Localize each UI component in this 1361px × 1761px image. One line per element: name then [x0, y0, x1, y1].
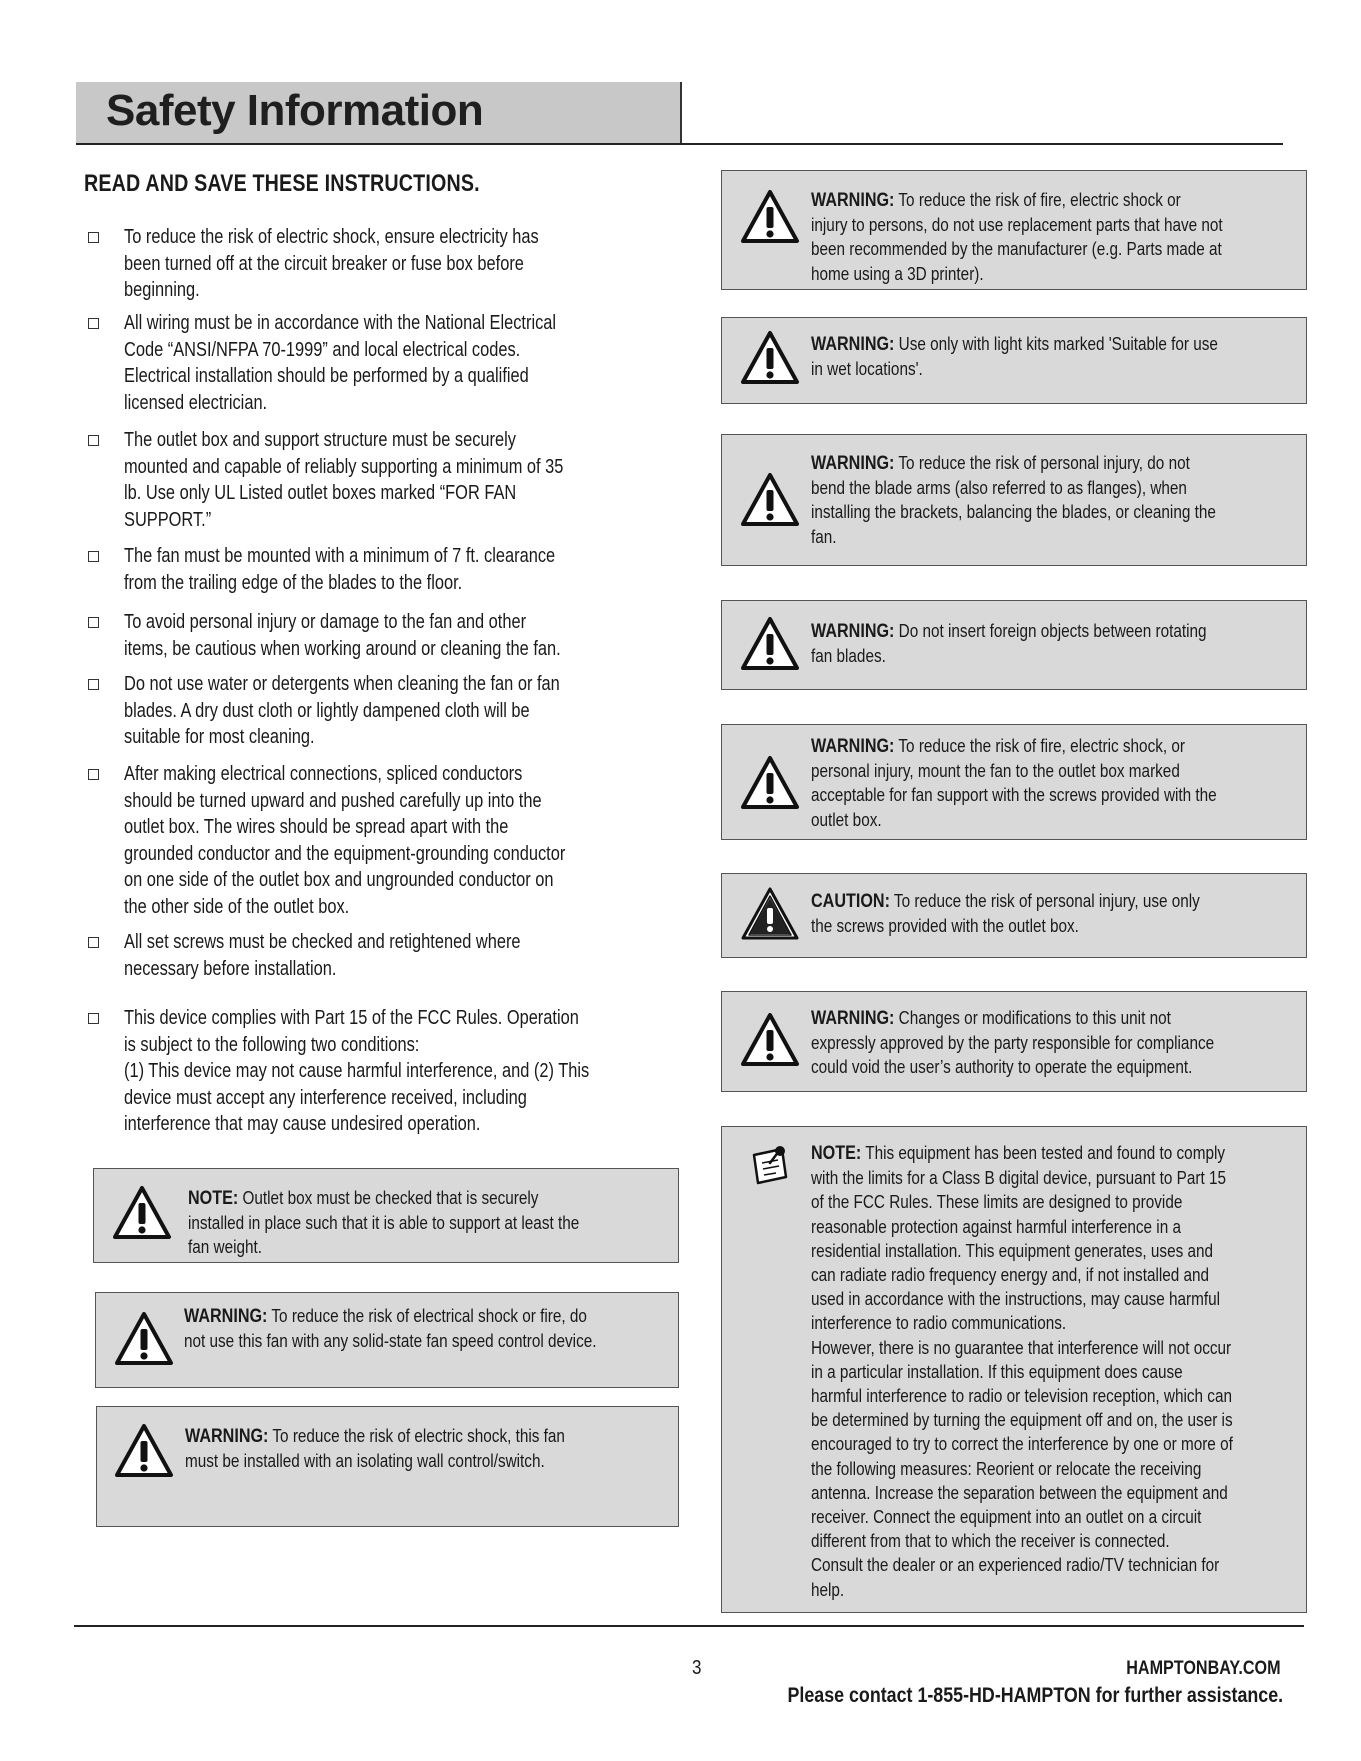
checkbox-bullet-icon — [88, 435, 99, 446]
list-item-text: Do not use water or detergents when cleaning the fan or fan blades. A dry dust cloth or lightly dampened cloth will be suitable for most cleaning. — [124, 673, 560, 748]
checkbox-bullet-icon — [88, 937, 99, 948]
footer-divider — [74, 1625, 1304, 1627]
callout-text — [811, 734, 1304, 832]
callout-text — [811, 619, 1304, 668]
warning-triangle-icon — [114, 1423, 174, 1479]
warning-triangle-icon — [114, 1311, 174, 1367]
warning-callout — [721, 434, 1307, 566]
list-item-text: This device complies with Part 15 of the FCC Rules. Operation is subject to the following two conditions: (1) This device may not cause harmful interference, and (2) This device must accept any interference received, including interference that may cause undesired operation. — [124, 1007, 590, 1135]
caution-triangle-icon — [740, 886, 800, 942]
contact-line: Please contact 1-855-HD-HAMPTON for further assistance. — [787, 1684, 1283, 1707]
website-link[interactable]: HAMPTONBAY.COM — [1126, 1658, 1281, 1679]
callout-keyword: WARNING: — [811, 453, 895, 474]
callout-keyword: NOTE: — [811, 1143, 862, 1164]
callout-keyword: WARNING: — [185, 1426, 269, 1447]
callout-body: Do not insert foreign objects between rotating fan blades. — [811, 621, 1207, 667]
warning-triangle-icon — [740, 472, 800, 528]
callout-body: Use only with light kits marked 'Suitable for use in wet locations'. — [811, 334, 1218, 380]
list-item-text: The outlet box and support structure must be securely mounted and capable of reliably supporting a minimum of 35 lb. Use only UL Listed outlet boxes marked “FOR FAN SUPPORT.” — [124, 429, 564, 531]
warning-triangle-icon — [740, 1012, 800, 1068]
checkbox-bullet-icon — [88, 1013, 99, 1024]
callout-text — [811, 188, 1304, 286]
warning-callout — [721, 170, 1307, 290]
callout-text — [811, 1006, 1304, 1080]
warning-triangle-icon — [740, 330, 800, 386]
callout-keyword: WARNING: — [811, 1008, 895, 1029]
checkbox-bullet-icon — [88, 232, 99, 243]
note-callout — [93, 1168, 679, 1263]
note-pin-icon — [748, 1141, 794, 1187]
list-item-text: To avoid personal injury or damage to the fan and other items, be cautious when working around or cleaning the fan. — [124, 611, 561, 660]
callout-body: Outlet box must be checked that is securely installed in place such that it is able to support at least the fan weight. — [188, 1188, 580, 1258]
callout-body: This equipment has been tested and found to comply with the limits for a Class B digital device, pursuant to Part 15 of the FCC Rules. These limits are designed to provide reasonable protection against harmful interference in a residential installation. This equipment generates, uses and can radiate radio frequency energy and, if not installed and used in accordance with the instructions, may cause harmful interference to radio communications. However, there is no guarantee that interference will not occur in a particular installation. If this equipment does cause harmful interference to radio or television reception, which can be determined by turning the equipment off and on, the user is encouraged to try to correct the interference by one or more of the following measures: Reorient or relocate the receiving antenna. Increase the separation between the equipment and receiver. Connect the equipment into an outlet on a circuit different from that to which the receiver is connected. Consult the dealer or an experienced radio/TV technician for help. — [811, 1143, 1233, 1600]
callout-keyword: WARNING: — [811, 621, 895, 642]
callout-body: To reduce the risk of fire, electric shock or injury to persons, do not use replacement parts that have not been recommended by the manufacturer (e.g. Parts made at home using a 3D printer). — [811, 190, 1223, 284]
callout-text — [811, 1141, 1304, 1602]
callout-keyword: WARNING: — [184, 1306, 268, 1327]
callout-body: To reduce the risk of fire, electric shock, or personal injury, mount the fan to the outlet box marked acceptable for fan support with the screws provided with the outlet box. — [811, 736, 1217, 830]
callout-keyword: WARNING: — [811, 736, 895, 757]
callout-text — [811, 451, 1304, 549]
checkbox-bullet-icon — [88, 769, 99, 780]
warning-callout — [721, 991, 1307, 1092]
callout-body: To reduce the risk of personal injury, do not bend the blade arms (also referred to as flanges), when installing the brackets, balancing the blades, or cleaning the fan. — [811, 453, 1216, 547]
callout-text — [811, 889, 1304, 938]
warning-callout — [96, 1406, 679, 1527]
callout-keyword: WARNING: — [811, 190, 895, 211]
list-item-text: After making electrical connections, spliced conductors should be turned upward and pushed carefully up into the outlet box. The wires should be spread apart with the grounded conductor and the equipment-grounding conductor on one side of the outlet box and ungrounded conductor on the other side of the outlet box. — [124, 763, 566, 918]
warning-callout — [721, 724, 1307, 840]
section-heading: READ AND SAVE THESE INSTRUCTIONS. — [84, 170, 480, 197]
warning-callout — [95, 1292, 679, 1388]
warning-triangle-icon — [740, 755, 800, 811]
warning-triangle-icon — [112, 1185, 172, 1241]
callout-body: Changes or modifications to this unit not expressly approved by the party responsible for compliance could void the user’s authority to operate the equipment. — [811, 1008, 1215, 1078]
warning-callout — [721, 317, 1307, 404]
checkbox-bullet-icon — [88, 617, 99, 628]
list-item-text: All wiring must be in accordance with the National Electrical Code “ANSI/NFPA 70-1999” and local electrical codes. Electrical installation should be performed by a qualified licensed electrician. — [124, 312, 557, 414]
warning-callout — [721, 600, 1307, 690]
list-item-text: The fan must be mounted with a minimum of 7 ft. clearance from the trailing edge of the blades to the floor. — [124, 545, 556, 594]
callout-keyword: WARNING: — [811, 334, 895, 355]
page-title: Safety Information — [106, 86, 484, 135]
callout-keyword: NOTE: — [188, 1188, 239, 1209]
callout-keyword: CAUTION: — [811, 891, 890, 912]
callout-body: To reduce the risk of electric shock, this fan must be installed with an isolating wall control/switch. — [185, 1426, 565, 1472]
callout-text — [184, 1304, 677, 1353]
list-item-text: All set screws must be checked and retightened where necessary before installation. — [124, 931, 521, 980]
callout-body: To reduce the risk of electrical shock or fire, do not use this fan with any solid-state fan speed control device. — [184, 1306, 597, 1352]
warning-triangle-icon — [740, 189, 800, 245]
callout-text — [188, 1186, 664, 1260]
callout-body: To reduce the risk of personal injury, use only the screws provided with the outlet box. — [811, 891, 1200, 937]
page-number: 3 — [692, 1657, 702, 1679]
warning-triangle-icon — [740, 616, 800, 672]
checkbox-bullet-icon — [88, 318, 99, 329]
note-callout — [721, 1126, 1307, 1613]
header-divider — [76, 143, 1283, 145]
callout-text — [811, 332, 1304, 381]
list-item-text: To reduce the risk of electric shock, ensure electricity has been turned off at the circuit breaker or fuse box before beginning. — [124, 226, 539, 301]
title-band — [76, 82, 682, 144]
checkbox-bullet-icon — [88, 551, 99, 562]
caution-callout — [721, 873, 1307, 958]
callout-text — [185, 1424, 678, 1473]
checkbox-bullet-icon — [88, 679, 99, 690]
